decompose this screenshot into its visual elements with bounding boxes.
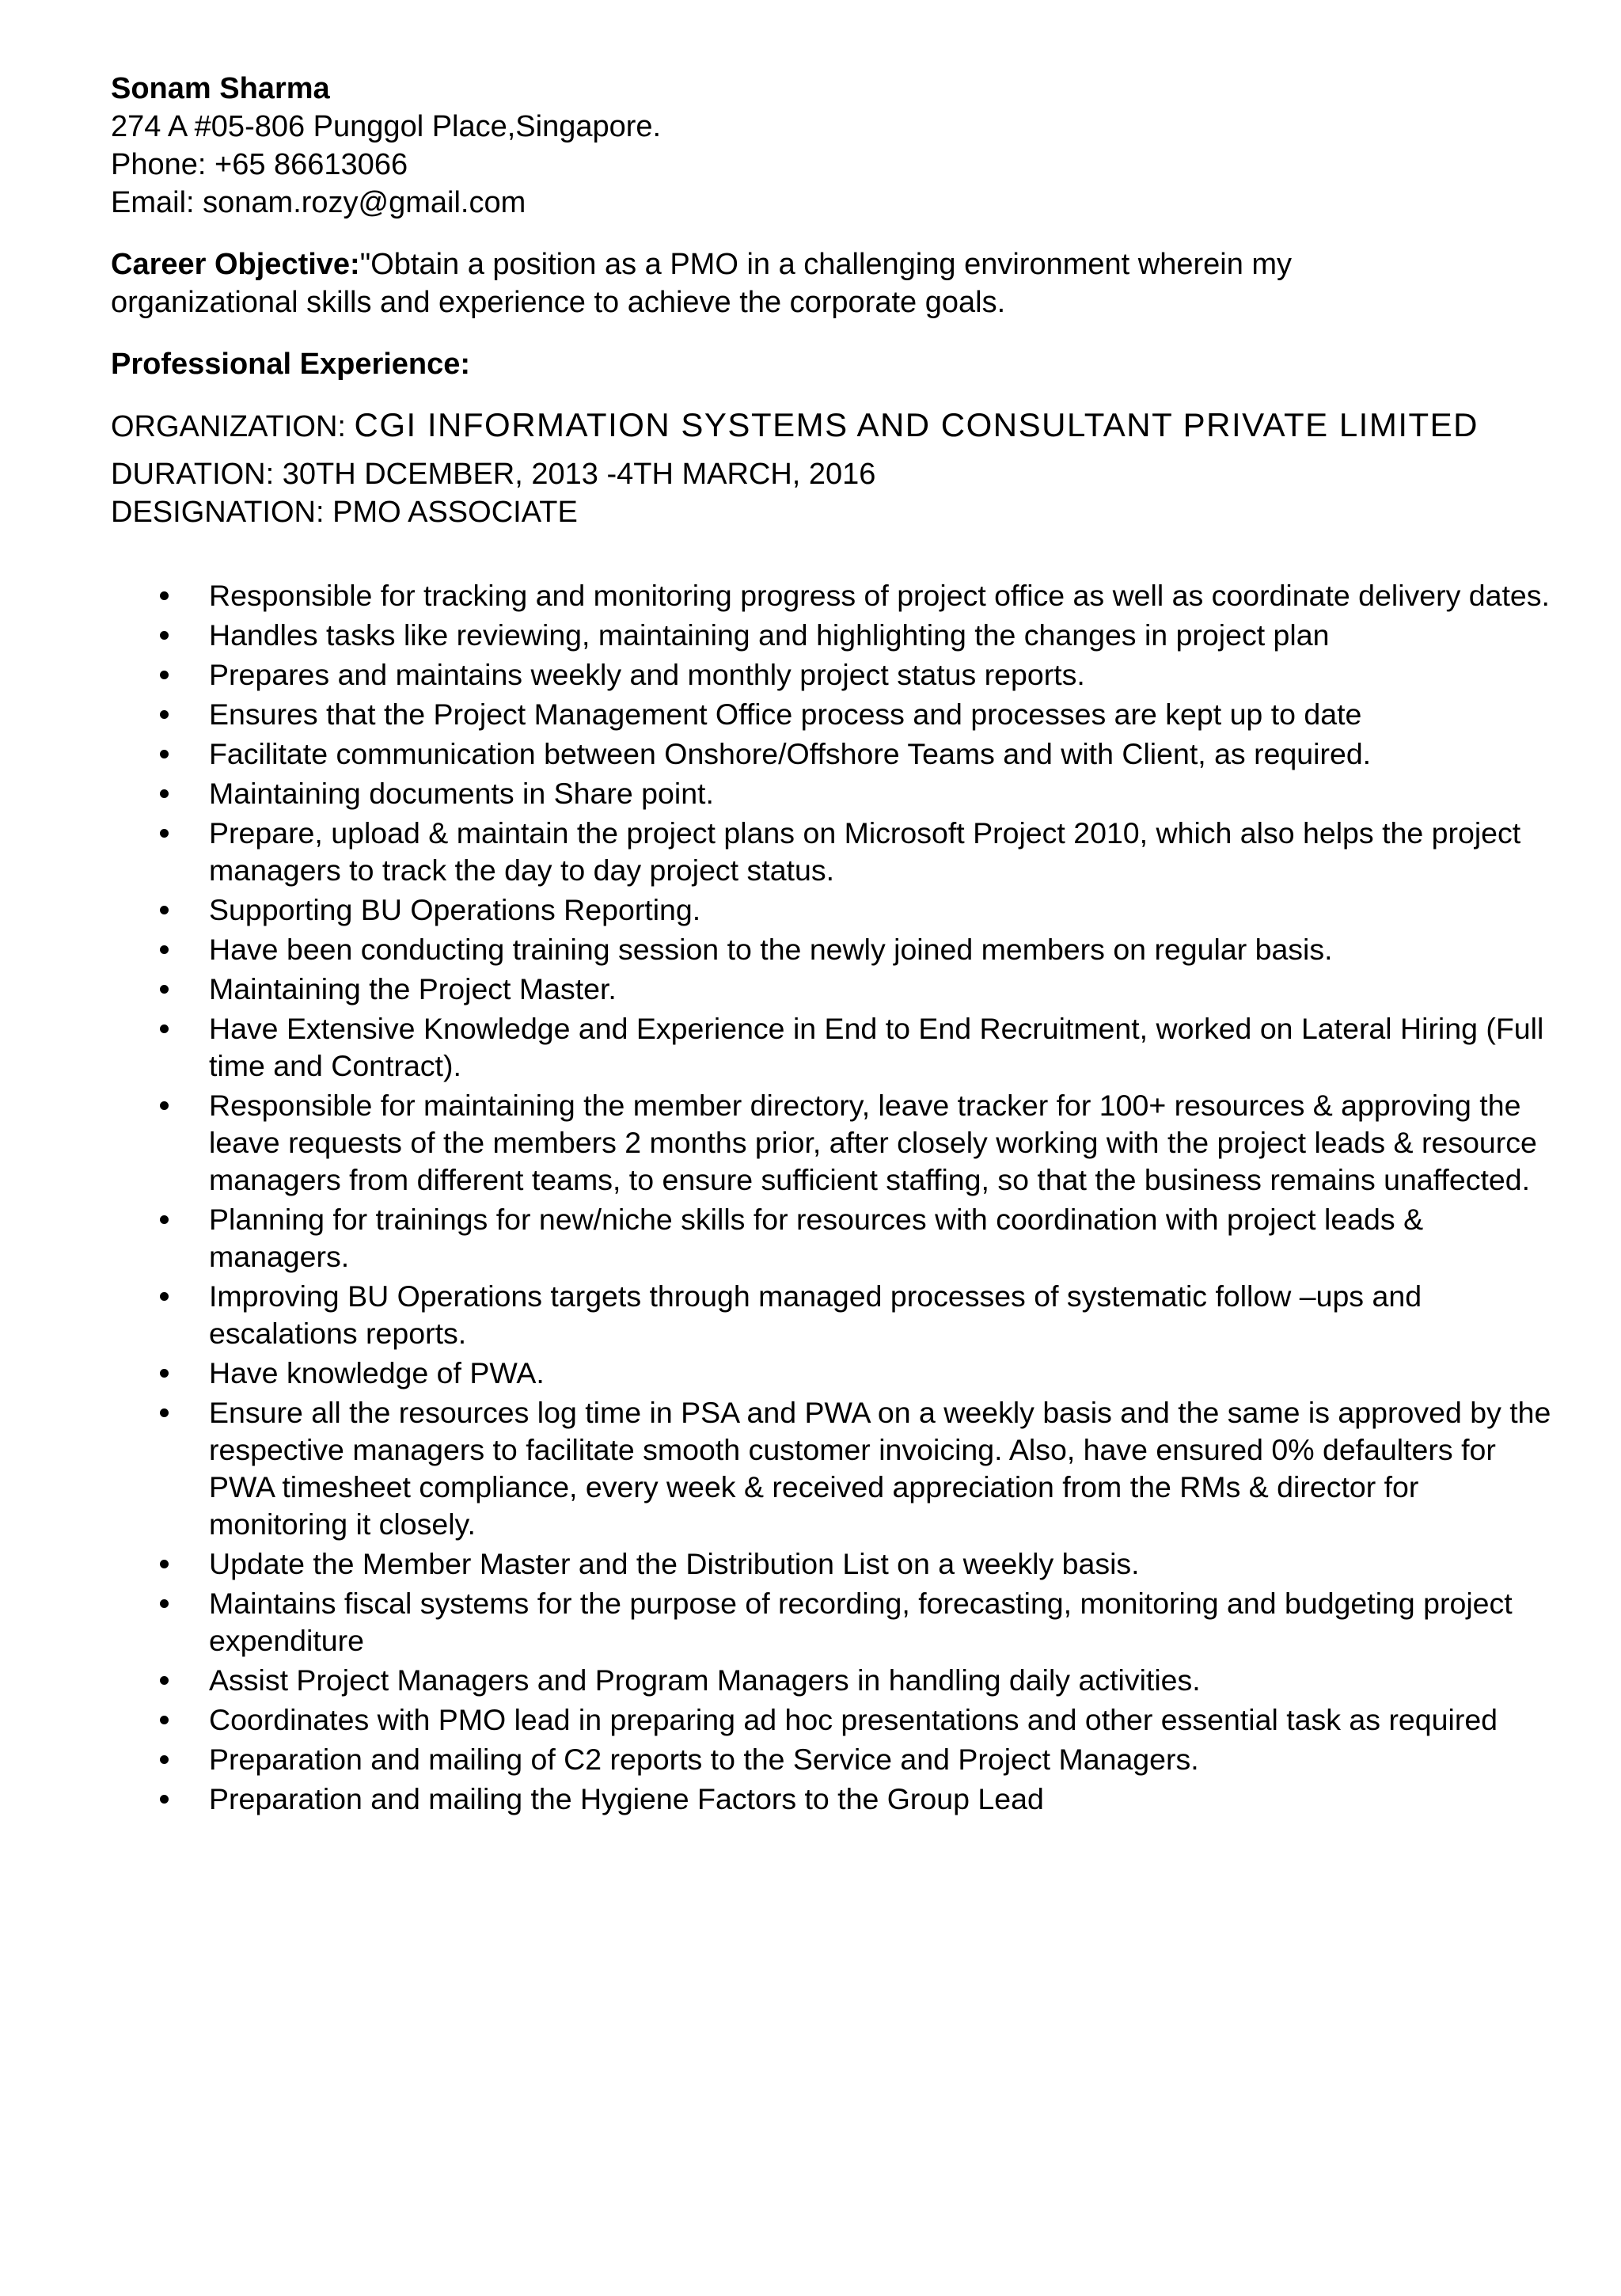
organization-block <box>111 405 1559 531</box>
career-objective-text: "Obtain a position as a PMO in a challenging environment wherein my organizational skills and experience to achieve the corporate goals. <box>111 248 1293 319</box>
candidate-name: Sonam Sharma <box>111 72 330 105</box>
duty-text: Responsible for tracking and monitoring progress of project office as well as coordinate delivery dates. <box>209 579 1550 612</box>
duty-item <box>111 1741 1551 1778</box>
duty-item <box>111 1701 1551 1739</box>
bullet-icon <box>160 1101 169 1110</box>
career-objective <box>111 245 1425 321</box>
designation: DESIGNATION: PMO ASSOCIATE <box>111 496 578 529</box>
duties-list <box>111 577 1551 1818</box>
bullet-icon <box>160 750 169 758</box>
duty-item <box>111 1545 1551 1583</box>
email: Email: sonam.rozy@gmail.com <box>111 186 526 219</box>
duty-item <box>111 1087 1551 1199</box>
phone: Phone: +65 86613066 <box>111 148 408 181</box>
bullet-icon <box>160 1716 169 1724</box>
duty-item <box>111 696 1551 733</box>
bullet-icon <box>160 945 169 954</box>
duty-text: Coordinates with PMO lead in preparing ad hoc presentations and other essential task as required <box>209 1703 1498 1736</box>
duty-text: Maintaining documents in Share point. <box>209 777 714 810</box>
duty-item <box>111 736 1551 773</box>
duty-item <box>111 1201 1551 1275</box>
duty-text: Prepare, upload & maintain the project plans on Microsoft Project 2010, which also helps the project managers to track the day to day project status. <box>209 816 1521 887</box>
bullet-icon <box>160 1795 169 1804</box>
bullet-icon <box>160 906 169 914</box>
duty-text: Ensure all the resources log time in PSA and PWA on a weekly basis and the same is approved by the respective managers to facilitate smooth customer invoicing. Also, have ensured 0% defaulters for PWA timesheet compliance, every week & received appreciation from the RMs & director for monitoring it closely. <box>209 1396 1551 1541</box>
bullet-icon <box>160 1560 169 1568</box>
duty-item <box>111 1394 1551 1543</box>
bullet-icon <box>160 1676 169 1685</box>
duty-text: Maintaining the Project Master. <box>209 972 617 1005</box>
duty-item <box>111 1585 1551 1659</box>
duty-text: Have been conducting training session to the newly joined members on regular basis. <box>209 933 1333 966</box>
duty-item <box>111 617 1551 654</box>
professional-experience-heading: Professional Experience: <box>111 348 471 381</box>
duty-item <box>111 656 1551 694</box>
duty-text: Supporting BU Operations Reporting. <box>209 893 701 926</box>
bullet-icon <box>160 985 169 994</box>
bullet-icon <box>160 829 169 838</box>
duty-item <box>111 577 1551 614</box>
duty-item <box>111 1662 1551 1699</box>
organization-name: CGI INFORMATION SYSTEMS AND CONSULTANT PRIVATE LIMITED <box>354 406 1479 443</box>
bullet-icon <box>160 1408 169 1417</box>
organization-label: ORGANIZATION: <box>111 410 355 443</box>
spacer <box>111 222 1559 245</box>
bullet-icon <box>160 671 169 679</box>
bullet-icon <box>160 1755 169 1764</box>
duty-text: Responsible for maintaining the member directory, leave tracker for 100+ resources & approving the leave requests of the members 2 months prior, after closely working with the project leads & resource managers from different teams, to ensure sufficient staffing, so that the business remains unaffected. <box>209 1089 1537 1196</box>
duty-item <box>111 1355 1551 1392</box>
duty-item <box>111 1781 1551 1818</box>
bullet-icon <box>160 710 169 719</box>
duty-text: Prepares and maintains weekly and monthly project status reports. <box>209 658 1085 691</box>
duty-item <box>111 1278 1551 1352</box>
address: 274 A #05-806 Punggol Place,Singapore. <box>111 110 662 143</box>
bullet-icon <box>160 631 169 640</box>
duty-text: Update the Member Master and the Distribution List on a weekly basis. <box>209 1547 1140 1580</box>
duty-text: Improving BU Operations targets through managed processes of systematic follow –ups and escalations reports. <box>209 1279 1422 1350</box>
duty-text: Preparation and mailing of C2 reports to the Service and Project Managers. <box>209 1743 1199 1776</box>
bullet-icon <box>160 789 169 798</box>
spacer <box>111 321 1559 345</box>
duty-item <box>111 971 1551 1008</box>
duty-text: Handles tasks like reviewing, maintaining and highlighting the changes in project plan <box>209 618 1330 652</box>
duty-item <box>111 775 1551 812</box>
duty-text: Maintains fiscal systems for the purpose of recording, forecasting, monitoring and budgeting project expenditure <box>209 1587 1513 1657</box>
spacer <box>111 446 1559 455</box>
bullet-icon <box>160 1599 169 1608</box>
duty-text: Facilitate communication between Onshore/Offshore Teams and with Client, as required. <box>209 737 1372 770</box>
duty-text: Have Extensive Knowledge and Experience in End to End Recruitment, worked on Lateral Hiring (Full time and Contract). <box>209 1012 1544 1082</box>
duty-text: Planning for trainings for new/niche skills for resources with coordination with project leads & managers. <box>209 1203 1424 1273</box>
bullet-icon <box>160 1215 169 1224</box>
duty-text: Have knowledge of PWA. <box>209 1356 545 1389</box>
duty-item <box>111 931 1551 968</box>
bullet-icon <box>160 591 169 600</box>
resume-content <box>111 70 1559 1820</box>
bullet-icon <box>160 1292 169 1301</box>
bullet-icon <box>160 1369 169 1378</box>
bullet-icon <box>160 1024 169 1033</box>
duration: DURATION: 30TH DCEMBER, 2013 -4TH MARCH, 2016 <box>111 458 876 491</box>
duty-text: Preparation and mailing the Hygiene Factors to the Group Lead <box>209 1782 1044 1815</box>
duty-item <box>111 1010 1551 1085</box>
duty-text: Ensures that the Project Management Office process and processes are kept up to date <box>209 698 1362 731</box>
duty-item <box>111 891 1551 929</box>
duty-text: Assist Project Managers and Program Managers in handling daily activities. <box>209 1663 1201 1697</box>
career-objective-label: Career Objective: <box>111 248 360 281</box>
duty-item <box>111 815 1551 889</box>
organization <box>111 405 1520 446</box>
